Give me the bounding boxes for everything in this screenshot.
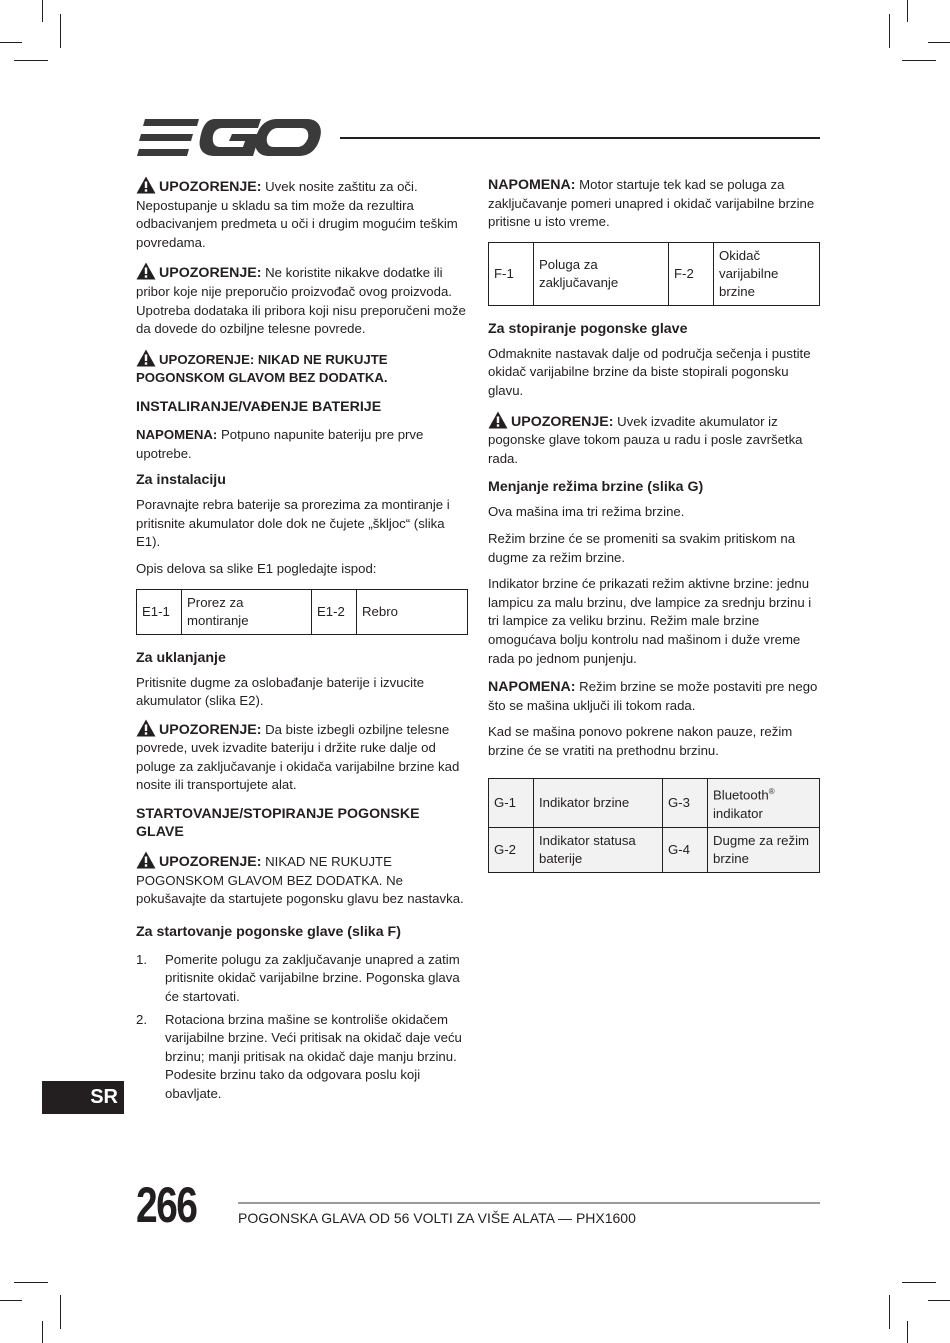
step-number: 2.	[136, 1011, 147, 1027]
ego-logo	[137, 117, 321, 159]
crop-mark	[889, 14, 890, 48]
crop-mark	[14, 1282, 48, 1283]
part-label: Indikator brzine	[534, 779, 663, 827]
subheading-install: Za instalaciju	[136, 472, 226, 489]
crop-mark	[902, 1282, 936, 1283]
warning-text: Da biste izbegli ozbiljne telesne povrede, uvek izvadite bateriju i držite ruke dalje od poluge za zaključavanje i okidača varijabilne brzine kad nosite ili transportujete alat.	[136, 721, 460, 793]
table-row	[489, 827, 820, 872]
list-item	[136, 1011, 468, 1104]
warning-lead: UPOZORENJE:	[159, 265, 262, 282]
subheading-remove: Za uklanjanje	[136, 649, 226, 666]
step-text: Rotaciona brzina mašine se kontroliše okidačem varijabilne brzine. Veći pritisak na okidač daje veću brzinu; manji pritisak na okidač daje manju brzinu. Podesite brzinu tako da odgovara poslu koji obavljate.	[165, 1011, 462, 1101]
section-heading-start-stop: STARTOVANJE/STOPIRANJE POGONSKE GLAVE	[136, 806, 420, 841]
part-code: G-3	[663, 779, 708, 827]
part-label: Okidač varijabilne brzine	[714, 242, 820, 305]
note-lead: NAPOMENA:	[488, 679, 576, 696]
parts-table-f	[488, 242, 820, 306]
table-row	[489, 779, 820, 827]
step-number: 1.	[136, 951, 147, 967]
warning-lead: UPOZORENJE:	[159, 179, 262, 195]
warning-icon	[488, 411, 508, 429]
part-label	[708, 779, 820, 827]
part-code: F-1	[489, 242, 534, 305]
crop-mark	[0, 1300, 22, 1301]
part-code: E1-1	[137, 589, 182, 634]
crop-mark	[0, 42, 22, 43]
part-code: G-4	[663, 827, 708, 872]
warning-text: Ne koristite nikakve dodatke ili pribor koje nije preporučio proizvođač ovog proizvoda. Upotreba dodataka ili pribora koji nisu preporučeni može da dovede do ozbiljne telesne povrede.	[136, 265, 466, 337]
part-label-main: Bluetooth	[713, 787, 769, 803]
part-code: F-2	[669, 242, 714, 305]
crop-mark	[60, 1295, 61, 1329]
note-text: Potpuno napunite bateriju pre prve upotrebe.	[136, 426, 424, 461]
note-speed-mode	[488, 678, 820, 715]
subheading-start: Za startovanje pogonske glave (slika F)	[136, 923, 401, 940]
warning-attachment	[136, 851, 468, 909]
warning-text: Uvek izvadite akumulator iz pogonske glave tokom pauza u radu i posle završetka rada.	[488, 413, 803, 466]
crop-mark	[928, 42, 950, 43]
crop-mark	[14, 60, 48, 61]
note-text: Motor startuje tek kad se poluga za zaključavanje pomeri unapred i okidač varijabilne brzine pritisne u isto vreme.	[488, 177, 815, 230]
paragraph-install-2: Opis delova sa slike E1 pogledajte ispod:	[136, 560, 377, 576]
step-text: Pomerite polugu za zaključavanje unapred a zatim pritisnite okidač varijabilne brzine. Pogonska glava će startovati.	[165, 951, 460, 1005]
note-lead: NAPOMENA:	[488, 177, 576, 193]
warning-icon	[136, 851, 156, 869]
paragraph-stop: Odmaknite nastavak dalje od područja sečenja i pustite okidač varijabilne brzine da biste stopirali pogonsku glavu.	[488, 345, 811, 398]
page-number: 266	[136, 1177, 197, 1233]
warning-icon	[136, 719, 156, 737]
crop-mark	[42, 1321, 43, 1343]
list-item	[136, 951, 468, 1007]
part-code: G-2	[489, 827, 534, 872]
warning-icon	[136, 176, 156, 194]
start-steps-list	[136, 951, 468, 1104]
part-label-rest: indikator	[713, 805, 763, 821]
table-row	[137, 589, 468, 634]
part-code: E1-2	[312, 589, 357, 634]
part-label: Prorez za montiranje	[182, 589, 312, 634]
warning-text: Uvek nosite zaštitu za oči. Nepostupanje u skladu sa tim može da rezultira odbacivanjem predmeta u oči i drugim mogućim teškim povredama.	[136, 179, 458, 250]
part-label: Dugme za režim brzine	[708, 827, 820, 872]
crop-mark	[907, 0, 908, 22]
section-heading-battery: INSTALIRANJE/VAĐENJE BATERIJE	[136, 398, 382, 415]
warning-accessories	[136, 262, 468, 338]
paragraph-speed-4: Kad se mašina ponovo pokrene nakon pauze, režim brzine će se vratiti na prethodnu brzinu.	[488, 724, 793, 758]
crop-mark	[902, 60, 936, 61]
warning-never-operate	[136, 349, 468, 388]
warning-lead: UPOZORENJE:	[159, 721, 262, 738]
footer-title: POGONSKA GLAVA OD 56 VOLTI ZA VIŠE ALATA — PHX1600	[238, 1210, 636, 1226]
right-column	[488, 176, 820, 887]
warning-icon	[136, 349, 156, 367]
warning-lead: UPOZORENJE:	[511, 413, 614, 430]
warning-transport	[136, 719, 468, 795]
note-charge-battery	[136, 426, 468, 463]
crop-mark	[928, 1300, 950, 1301]
crop-mark	[889, 1295, 890, 1329]
header-rule	[340, 137, 820, 139]
registered-mark: ®	[768, 787, 775, 797]
crop-mark	[60, 14, 61, 48]
left-column	[136, 176, 468, 1108]
footer-rule	[238, 1202, 820, 1204]
parts-table-g	[488, 778, 820, 872]
warning-text: UPOZORENJE: NIKAD NE RUKUJTE POGONSKOM GLAVOM BEZ DODATKA.	[136, 351, 388, 386]
crop-mark	[907, 1321, 908, 1343]
part-code: G-1	[489, 779, 534, 827]
warning-icon	[136, 262, 156, 280]
part-label: Indikator statusa baterije	[534, 827, 663, 872]
language-tab: SR	[42, 1081, 124, 1114]
paragraph-speed-3: Indikator brzine će prikazati režim aktivne brzine: jednu lampicu za malu brzinu, dve lampice za srednju brzinu i tri lampice za veliku brzinu. Režim male brzine omogućava bolju kontrolu nad mašinom i duže vreme rada po jednom punjenju.	[488, 576, 812, 666]
parts-table-e1	[136, 589, 468, 635]
note-motor-start	[488, 176, 820, 232]
note-text: Režim brzine se može postaviti pre nego što se mašina uključi ili tokom rada.	[488, 679, 818, 713]
subheading-stop: Za stopiranje pogonske glave	[488, 320, 688, 337]
warning-text: NIKAD NE RUKUJTE POGONSKOM GLAVOM BEZ DODATKA. Ne pokušavajte da startujete pogonsku glavu bez nastavka.	[136, 854, 464, 907]
part-label: Poluga za zaključavanje	[534, 242, 669, 305]
warning-eye-protection	[136, 176, 468, 252]
crop-mark	[42, 0, 43, 22]
paragraph-speed-2: Režim brzine će se promeniti sa svakim pritiskom na dugme za režim brzine.	[488, 530, 796, 565]
part-label: Rebro	[357, 589, 468, 634]
table-row	[489, 242, 820, 305]
warning-lead: UPOZORENJE:	[159, 854, 262, 871]
paragraph-speed-1: Ova mašina ima tri režima brzine.	[488, 504, 685, 520]
paragraph-remove: Pritisnite dugme za oslobađanje baterije i izvucite akumulator (slika E2).	[136, 674, 425, 709]
note-lead: NAPOMENA:	[136, 426, 218, 442]
paragraph-install-1: Poravnajte rebra baterije sa prorezima za montiranje i pritisnite akumulator dole dok ne čujete „škljoc“ (slika E1).	[136, 497, 450, 550]
warning-remove-battery	[488, 411, 820, 469]
subheading-speed-mode: Menjanje režima brzine (slika G)	[488, 479, 704, 496]
